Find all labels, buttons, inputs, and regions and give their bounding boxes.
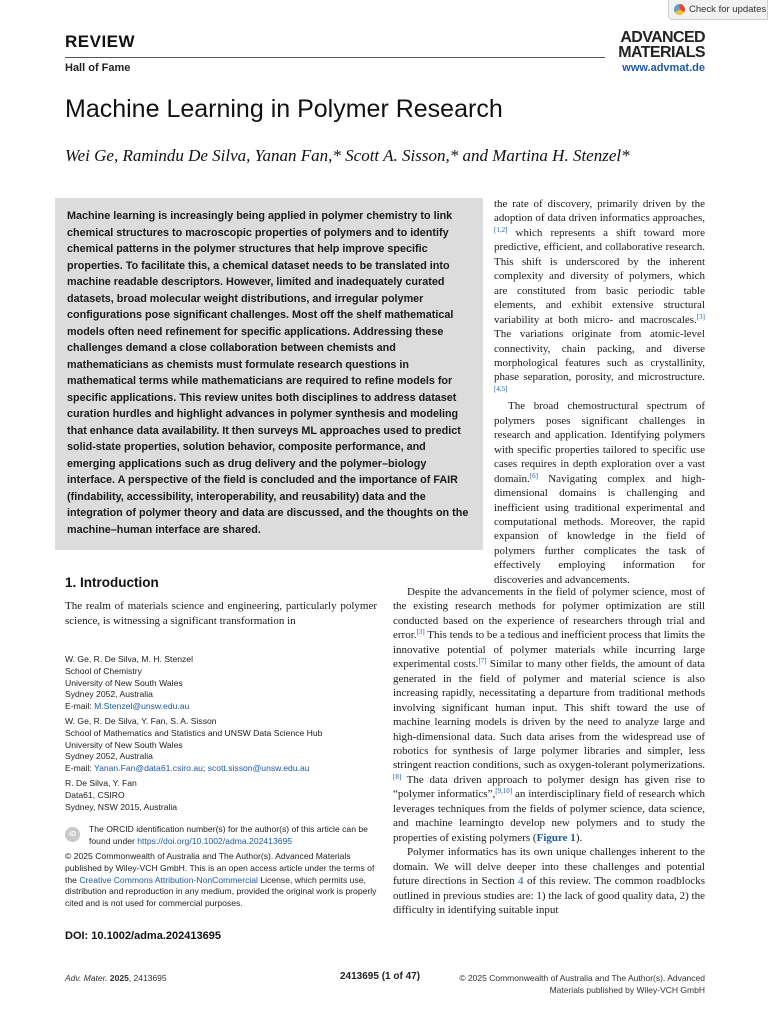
- affiliation-2: [65, 716, 385, 775]
- aff2-email-link-1[interactable]: Yanan.Fan@data61.csiro.au: [93, 763, 203, 774]
- citation-3[interactable]: [4,5]: [494, 384, 508, 393]
- p4-text-b: of this review. The common roadblocks outlined in previous studies are: 1) the lack of good quality data, 2) the difficulty in identifying suitable input: [393, 875, 705, 916]
- aff2-email-line: [65, 763, 385, 775]
- author-list: Wei Ge, Ramindu De Silva, Yanan Fan,* Scott A. Sisson,* and Martina H. Stenzel*: [65, 146, 630, 165]
- p3-text-d: The data driven approach to polymer design has given rise to “polymer informatics”,: [393, 773, 705, 801]
- p3-text-b: This tends to be a tedious and inefficient process that limits the innovative potential of polymer materials while incurring large experimental costs.: [393, 629, 705, 671]
- aff2-email-label: E-mail:: [65, 763, 94, 774]
- affiliations: [65, 654, 385, 816]
- body-paragraph-4: [393, 845, 705, 917]
- abstract-box: Machine learning is increasingly being applied in polymer chemistry to link chemical structures to macroscopic properties of polymers and to identify chemical patterns in the polymer structures that help improve specific properties. To facilitate this, a chemical dataset needs to be translated into machine readable descriptors. However, limited and inadequately curated datasets, broad molecular weight distributions, and irregular polymer configurations pose significant challenges. Most off the shelf mathematical models often need refinement for specific applications. Addressing these challenges demand a close collaboration between chemists and mathematicians as chemists must formulate research questions in mathematical terms while mathematicians are required to refine models for specific applications. This review unites both disciplines to address dataset curation hurdles and highlight advances in polymer synthesis and modeling that enhance data availability. It then surveys ML approaches used to predict solid-state properties, solution behavior, composite performance, and emerging applications such as drug delivery and the polymer–biology interface. A perspective of the field is concluded and the importance of FAIR (findability, accessibility, interoperability, and reusability) data and the integration of polymer theory and data are discussed, and the thoughts on the machine–human interface are shared.: [55, 198, 483, 550]
- update-icon: [674, 4, 685, 15]
- aff3-names: R. De Silva, Y. Fan: [65, 777, 137, 788]
- aff1-email-label: E-mail:: [65, 701, 95, 712]
- body-paragraph-2: [494, 399, 705, 587]
- p3-text-e: an interdisciplinary field of research which leverages techniques from the fields of polymer science, data science, and machine learningto develop new polymers and to study the properties of existing polymers (: [393, 788, 705, 844]
- license-text-2: License, which permits use, distribution and reproduction in any medium, provided the original work is properly cited and is not used for commercial purposes.: [65, 874, 377, 909]
- section-4-link[interactable]: 4: [518, 875, 524, 888]
- p1-text-a: the rate of discovery, primarily driven by the adoption of data driven informatics approaches,: [494, 198, 705, 225]
- p1-text-b: which represents a shift toward more predictive, efficient, and collaborative research. This shift is underscored by the inherent complexity and diversity of polymers, which are constituted from basic periodic table elements, and exhibit extensive structural variability at both micro- and macroscales.: [494, 226, 705, 326]
- check-for-updates-label: Check for updates: [689, 4, 767, 15]
- orcid-text-block: [89, 824, 385, 848]
- intro-heading: 1. Introduction: [65, 575, 159, 590]
- citation-1[interactable]: [1,2]: [494, 225, 508, 234]
- aff3-city: Sydney, NSW 2015, Australia: [65, 801, 178, 812]
- aff2-names: W. Ge, R. De Silva, Y. Fan, S. A. Sisson: [65, 715, 217, 726]
- aff2-city: Sydney 2052, Australia: [65, 751, 153, 762]
- p3-text-a: Despite the advancements in the field of polymer science, most of the existing research methods for polymer optimization are still conducted based on the experience of researchers through trial and error.: [393, 586, 705, 642]
- affiliation-1: [65, 654, 385, 713]
- figure-1-link[interactable]: Figure 1: [536, 831, 576, 844]
- journal-logo-line1: ADVANCED: [620, 29, 705, 46]
- footer-journal: Adv. Mater.: [65, 973, 108, 983]
- affiliation-3: [65, 778, 385, 813]
- orcid-doi-link[interactable]: https://doi.org/10.1002/adma.202413695: [137, 835, 293, 846]
- citation-2[interactable]: [3]: [696, 312, 705, 321]
- footer-year: 2025: [109, 973, 129, 983]
- aff1-univ: University of New South Wales: [65, 677, 183, 688]
- body-paragraph-1: [494, 197, 705, 399]
- aff1-city: Sydney 2052, Australia: [65, 689, 153, 700]
- citation-5[interactable]: [3]: [416, 628, 425, 637]
- aff2-univ: University of New South Wales: [65, 739, 183, 750]
- right-column-top: [494, 197, 705, 587]
- footer-page-number: 2413695 (1 of 47): [340, 971, 421, 982]
- p2-text-b: Navigating complex and high-dimensional domains is challenging and inefficient using traditional experimental and computational methods. Moreover, the rapid expansion of knowledge in the field of polymers further complicates the task of effectively employing information for discoveries and advancements.: [494, 472, 705, 586]
- p2-text-a: The broad chemostructural spectrum of polymers poses significant challenges in research and application. Identifying polymers with specific properties tailored to specific use cases requires in depth exploration over a vast domain.: [494, 400, 705, 485]
- journal-url-link[interactable]: www.advmat.de: [622, 62, 705, 74]
- aff1-email-line: [65, 701, 385, 713]
- orcid-note: [65, 824, 385, 848]
- footer-copyright: [459, 972, 705, 996]
- aff1-names: W. Ge, R. De Silva, M. H. Stenzel: [65, 654, 193, 664]
- footer-copyright-line1: © 2025 Commonwealth of Australia and The Author(s). Advanced: [459, 973, 705, 983]
- orcid-text: The ORCID identification number(s) for the author(s) of this article can be found under: [89, 824, 368, 846]
- header-divider: [65, 57, 605, 58]
- footer-article-id: , 2413695: [128, 973, 167, 983]
- journal-logo-line2: MATERIALS: [618, 44, 705, 61]
- license-link[interactable]: Creative Commons Attribution-NonCommercial: [79, 874, 258, 885]
- subsection-label: Hall of Fame: [65, 62, 131, 74]
- p1-text-c: The variations originate from atomic-level connectivity, chain packing, and diverse morphological features such as crystallinity, phase separation, porosity, and microstructure.: [494, 328, 705, 384]
- aff1-dept: School of Chemistry: [65, 665, 142, 676]
- p4-text-a: Polymer informatics has its own unique challenges inherent to the domain. We will delve deeper into these challenges and potential future directions in Section: [393, 846, 705, 888]
- citation-8[interactable]: [9,10]: [495, 787, 513, 796]
- article-doi: DOI: 10.1002/adma.202413695: [65, 930, 221, 942]
- p3-text-c: Similar to many other fields, the amount of data generated in the field of polymer and material science is also increasing rapidly, necessitating a departure from traditional methods involving significant human input. This shift toward the use of machine learning models is driven by the need to analyze large and high-dimensional data. Such data arises from the widespread use of robotics for synthesis of large polymer libraries and simpler, less stringent reaction conditions, such as oxygen-tolerant polymerizations.: [393, 658, 706, 772]
- footer-copyright-line2: Materials published by Wiley-VCH GmbH: [549, 985, 705, 995]
- right-column-bottom: [393, 585, 705, 917]
- aff2-email-link-2[interactable]: scott.sisson@unsw.edu.au: [207, 763, 310, 774]
- license-text-1: © 2025 Commonwealth of Australia and The Author(s). Advanced Materials published by Wiley-VCH GmbH. This is an open access article under the terms of the: [65, 851, 375, 885]
- aff2-dept: School of Mathematics and Statistics and UNSW Data Science Hub: [65, 727, 323, 738]
- intro-paragraph: The realm of materials science and engineering, particularly polymer science, is witnessing a significant transformation in: [65, 600, 377, 628]
- article-title: Machine Learning in Polymer Research: [65, 95, 503, 123]
- footer-citation: [65, 973, 167, 983]
- aff2-email-sep: ;: [202, 763, 208, 774]
- check-for-updates-button[interactable]: [668, 0, 768, 20]
- body-paragraph-3: [393, 585, 705, 845]
- p3-text-f: ).: [575, 831, 583, 844]
- section-label: REVIEW: [65, 32, 136, 51]
- citation-6[interactable]: [7]: [478, 657, 487, 666]
- license-note: [65, 851, 385, 910]
- citation-7[interactable]: [8]: [393, 772, 402, 781]
- aff3-org: Data61, CSIRO: [65, 789, 125, 800]
- citation-4[interactable]: [6]: [529, 471, 538, 480]
- orcid-icon: iD: [65, 827, 80, 842]
- aff1-email-link[interactable]: M.Stenzel@unsw.edu.au: [94, 701, 190, 712]
